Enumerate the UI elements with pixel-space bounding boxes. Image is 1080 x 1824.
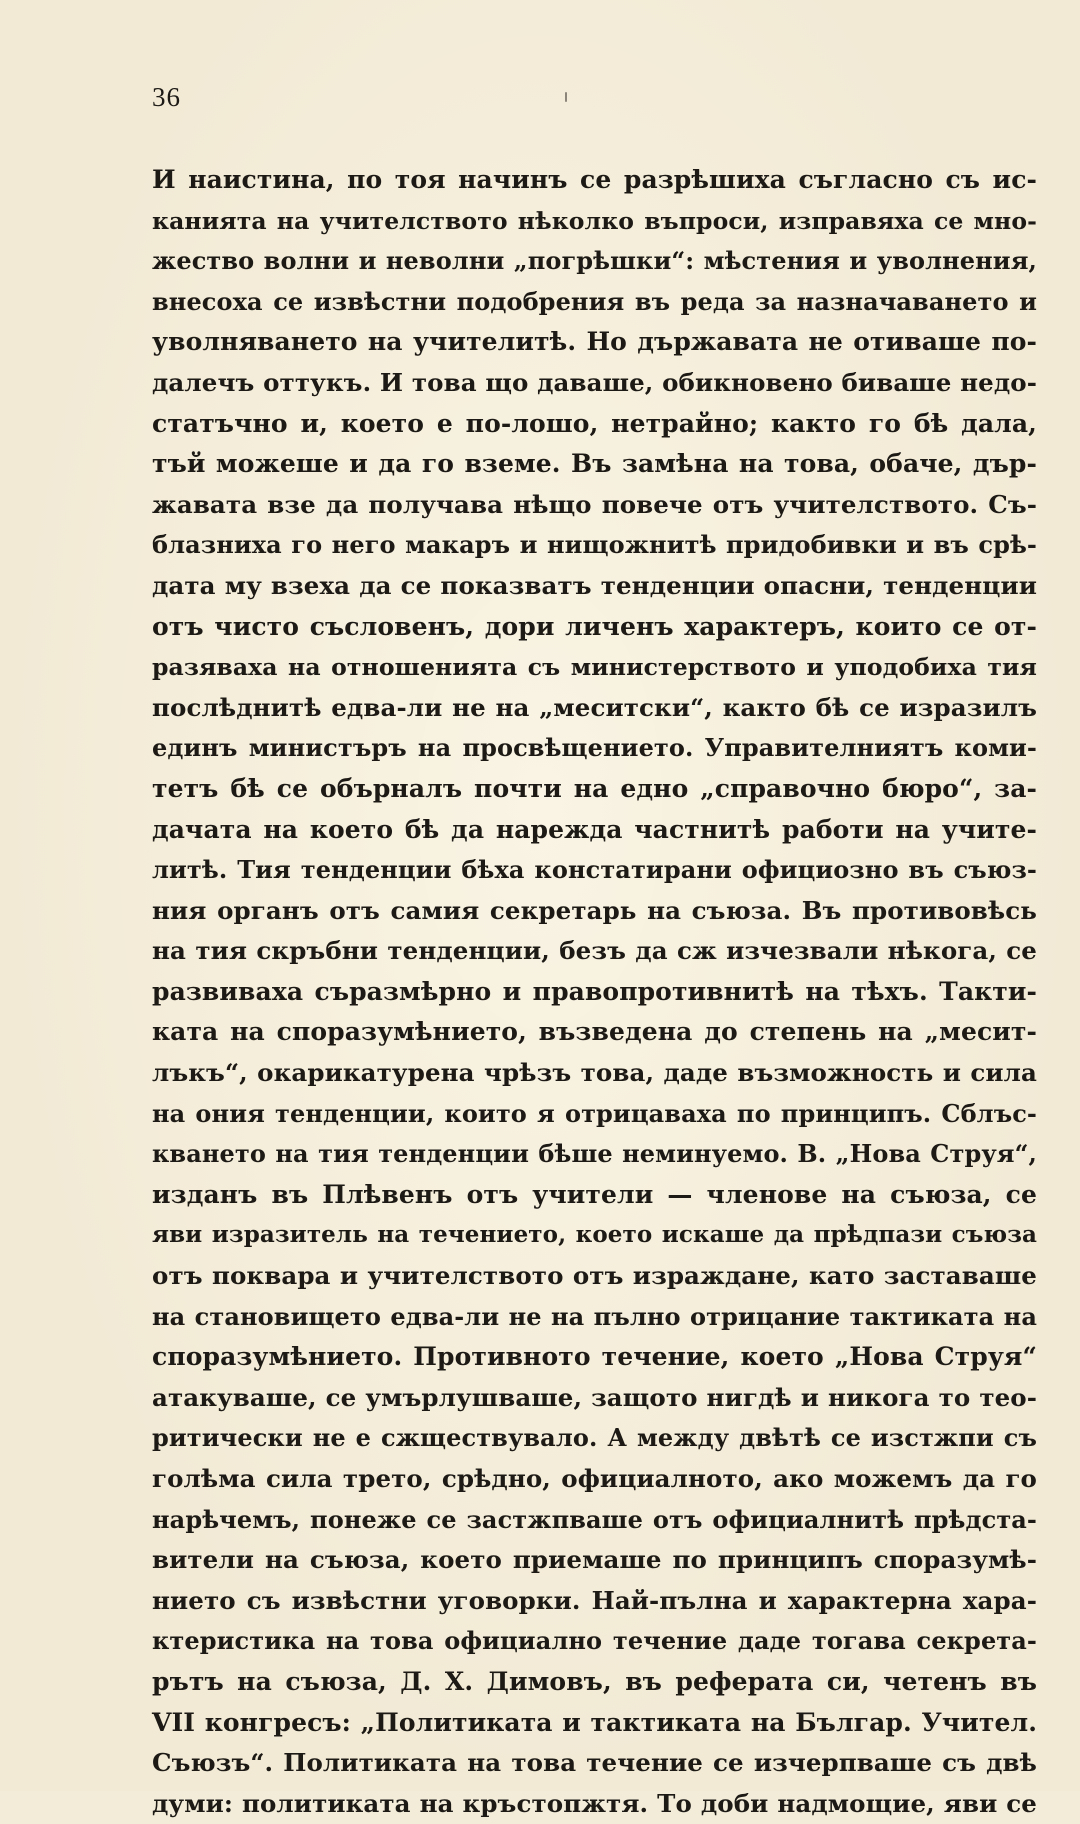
text-line: нието съ извѣстни уговорки. Най-пълна и характерна хара- xyxy=(152,1585,1037,1615)
text-line: вители на съюза, което приемаше по принципъ споразумѣ- xyxy=(152,1545,1037,1575)
text-line: на становището едва-ли не на пълно отрицание тактиката на xyxy=(152,1301,1037,1331)
text-line: статъчно и, което е по-лошо, нетрайно; както го бѣ дала, xyxy=(152,408,1037,438)
text-line: жество волни и неволни „погрѣшки“: мѣстения и уволнения, xyxy=(152,246,1037,276)
text-line: уволняването на учителитѣ. Но държавата не отиваше по- xyxy=(152,327,1037,357)
text-line: кването на тия тенденции бѣше неминуемо. В. „Нова Струя“, xyxy=(152,1139,1037,1169)
text-line: далечъ оттукъ. И това що даваше, обикновено биваше недо- xyxy=(152,367,1037,397)
text-line: изданъ въ Плѣвенъ отъ учители — членове на съюза, се xyxy=(152,1179,1037,1209)
page-number: 36 xyxy=(152,82,181,112)
text-line: лъкъ“, окарикатурена чрѣзъ това, даде възможность и сила xyxy=(152,1058,1037,1088)
text-line: внесоха се извѣстни подобрения въ реда за назначаването и xyxy=(152,286,1037,316)
text-line: VII конгресъ: „Политиката и тактиката на Българ. Учител. xyxy=(152,1707,1037,1737)
text-line: жавата взе да получава нѣщо повече отъ учителството. Съ- xyxy=(152,489,1037,519)
text-line: И наистина, по тоя начинъ се разрѣшиха съгласно съ ис- xyxy=(152,165,1037,194)
text-line: на тия скръбни тенденции, безъ да сж изчезвали нѣкога, се xyxy=(152,936,1037,966)
text-line: блазниха го него макаръ и нищожнитѣ придобивки и въ срѣ- xyxy=(152,530,1037,560)
text-line: единъ министъръ на просвѣщението. Управителниятъ коми- xyxy=(152,733,1037,763)
paper-speck xyxy=(565,92,567,102)
text-line: дата му взеха да се показватъ тенденции опасни, тенденции xyxy=(152,570,1037,600)
text-line: нарѣчемъ, понеже се застжпваше отъ официалнитѣ прѣдста- xyxy=(152,1504,1037,1534)
text-line: тетъ бѣ се обърналъ почти на едно „справочно бюро“, за- xyxy=(152,773,1037,803)
text-line: голѣма сила трето, срѣдно, официалното, ако можемъ да го xyxy=(152,1464,1037,1493)
text-line: атакуваше, се умърлушваше, защото нигдѣ и никога то тео- xyxy=(152,1382,1037,1412)
text-line: ктеристика на това официално течение даде тогава секрета- xyxy=(152,1626,1037,1656)
text-line: дачата на което бѣ да нарежда частнитѣ работи на учите- xyxy=(152,814,1037,844)
text-line: ката на споразумѣнието, възведена до степень на „месит- xyxy=(152,1017,1037,1047)
text-line: послѣднитѣ едва-ли не на „меситски“, както бѣ се изразилъ xyxy=(152,692,1037,722)
text-line: Съюзъ“. Политиката на това течение се изчерпваше съ двѣ xyxy=(152,1748,1037,1778)
text-line: на ония тенденции, които я отрицаваха по принципъ. Сблъс- xyxy=(152,1098,1037,1128)
text-line: канията на учителството нѣколко въпроси, изправяха се мно- xyxy=(152,206,1037,235)
text-line: отъ поквара и учителството отъ израждане, като заставаше xyxy=(152,1261,1037,1291)
text-line: рътъ на съюза, Д. Х. Димовъ, въ реферата си, четенъ въ xyxy=(152,1666,1037,1696)
text-line: думи: политиката на кръстопжтя. То доби надмощие, яви се xyxy=(152,1788,1037,1818)
text-line: литѣ. Тия тенденции бѣха констатирани официозно въ съюз- xyxy=(152,855,1037,885)
text-line: развиваха съразмѣрно и правопротивнитѣ на тѣхъ. Такти- xyxy=(152,976,1037,1006)
text-line: споразумѣнието. Противното течение, което „Нова Струя“ xyxy=(152,1342,1037,1372)
text-line: ния органъ отъ самия секретарь на съюза. Въ противовѣсь xyxy=(152,895,1037,925)
text-line: яви изразитель на течението, което искаше да прѣдпази съюза xyxy=(152,1221,1037,1249)
text-line: тъй можеше и да го вземе. Въ замѣна на това, обаче, дър- xyxy=(152,449,1037,479)
text-line: отъ чисто съсловенъ, дори личенъ характеръ, които се от- xyxy=(152,611,1037,641)
text-line: ритически не е сжществувало. А между двѣтѣ се изстжпи съ xyxy=(152,1423,1037,1453)
body-text xyxy=(152,160,1037,1824)
text-line: разяваха на отношенията съ министерството и уподобиха тия xyxy=(152,653,1037,682)
